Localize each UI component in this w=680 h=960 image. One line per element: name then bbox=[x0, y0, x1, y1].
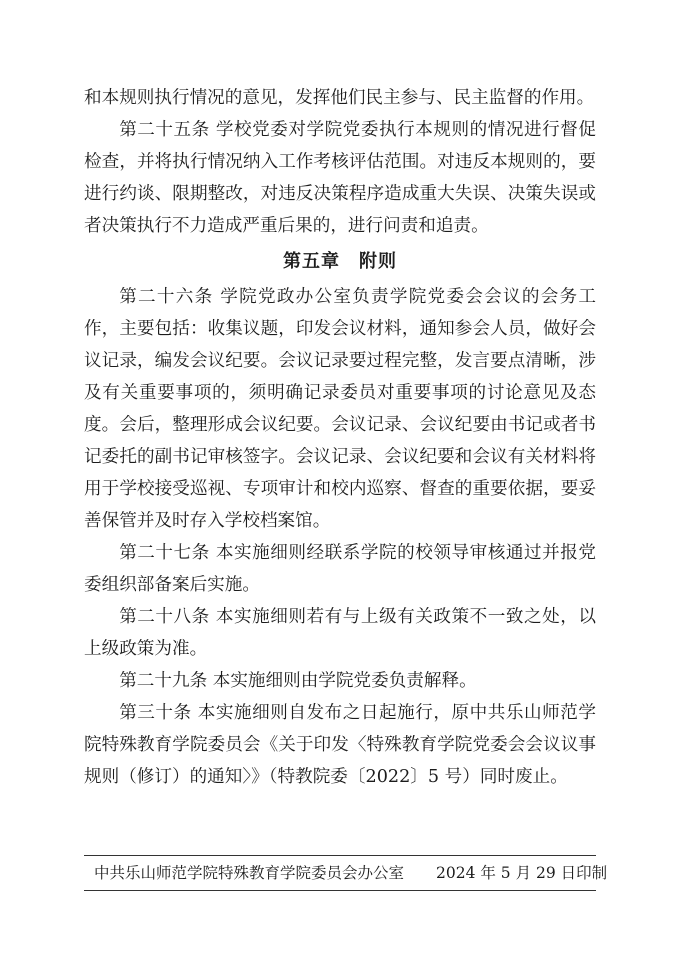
article-26: 第二十六条 学院党政办公室负责学院党委会会议的会务工作，主要包括：收集议题，印发会议材料，通知参会人员，做好会议记录，编发会议纪要。会议记录要过程完整，发言要点清晰，涉及有关重要事项的，须明确记录委员对重要事项的讨论意见及态度。会后，整理形成会议纪要。会议记录、会议纪要由书记或者书记委托的副书记审核签字。会议记录、会议纪要和会议有关材料将用于学校接受巡视、专项审计和校内巡察、督查的重要依据，要妥善保管并及时存入学校档案馆。 bbox=[84, 287, 596, 531]
document-body bbox=[84, 82, 596, 793]
footer-print-date: 2024 年 5 月 29 日印制 bbox=[436, 864, 608, 882]
article-29: 第二十九条 本实施细则由学院党委负责解释。 bbox=[119, 671, 477, 691]
paragraph-continuation: 和本规则执行情况的意见，发挥他们民主参与、民主监督的作用。 bbox=[84, 88, 595, 108]
footer-bottom-rule bbox=[84, 890, 596, 891]
article-28: 第二十八条 本实施细则若有与上级有关政策不一致之处，以上级政策为准。 bbox=[84, 607, 596, 659]
footer-top-rule bbox=[84, 855, 596, 856]
article-27: 第二十七条 本实施细则经联系学院的校领导审核通过并报党委组织部备案后实施。 bbox=[84, 543, 596, 595]
article-25: 第二十五条 学校党委对学院党委执行本规则的情况进行督促检查，并将执行情况纳入工作考核评估范围。对违反本规则的，要进行约谈、限期整改，对违反决策程序造成重大失误、决策失误或者决策执行不力造成严重后果的，进行问责和追责。 bbox=[84, 120, 596, 236]
article-30: 第三十条 本实施细则自发布之日起施行，原中共乐山师范学院特殊教育学院委员会《关于印发〈特殊教育学院党委会会议议事规则（修订）的通知〉》（特教院委〔2022〕5 号）同时废止。 bbox=[84, 703, 596, 787]
footer-issuer: 中共乐山师范学院特殊教育学院委员会办公室 bbox=[94, 864, 405, 882]
chapter-heading: 第五章 附则 bbox=[283, 251, 397, 272]
